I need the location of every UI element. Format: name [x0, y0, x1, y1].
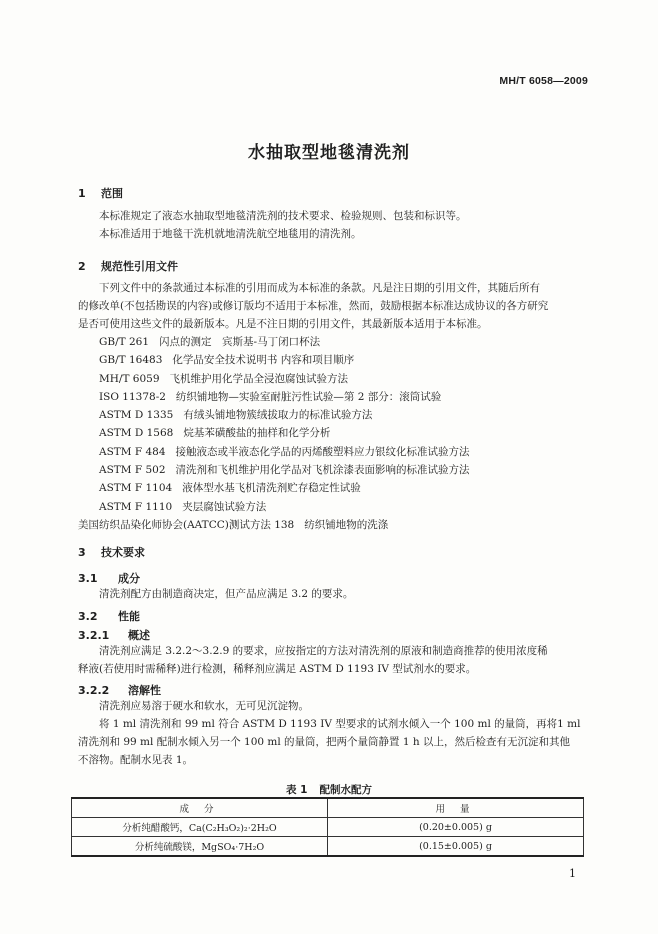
table-caption-number: 表 1	[286, 784, 308, 796]
section-3-2-2-heading	[78, 682, 161, 698]
reference-item	[99, 351, 470, 369]
section-number: 1	[78, 187, 86, 200]
reference-code: GB/T 16483	[99, 354, 163, 367]
section-1-body	[78, 207, 590, 243]
reference-title: 纺织铺地物—实验室耐脏污性试验—第 2 部分：滚筒试验	[175, 390, 442, 403]
paragraph-line: 清洗剂和 99 ml 配制水倾入另一个 100 ml 的量筒，把两个量筒静置 1 h 以上，然后检查有无沉淀和其他	[78, 736, 571, 748]
paragraph-line: 不溶物。配制水见表 1。	[78, 754, 194, 766]
paragraph-line: 下列文件中的条款通过本标准的引用而成为本标准的条款。凡是注日期的引用文件，其随后所有	[99, 282, 540, 294]
reference-item	[99, 424, 470, 442]
reference-item	[99, 370, 470, 388]
table-row	[72, 818, 584, 837]
column-header-amount: 用 量	[328, 798, 584, 818]
reference-title: 烷基苯磺酸盐的抽样和化学分析	[183, 427, 331, 440]
section-number: 2	[78, 260, 86, 273]
section-title: 规范性引用文件	[101, 260, 178, 273]
reference-title: 清洗剂和飞机维护用化学品对飞机涂漆表面影响的标准试验方法	[175, 464, 470, 477]
section-3-2-2-body	[78, 697, 590, 769]
reference-list	[78, 333, 470, 534]
reference-code: ASTM F 484	[99, 445, 166, 458]
paragraph-line: 本标准规定了液态水抽取型地毯清洗剂的技术要求、检验规则、包装和标识等。	[99, 210, 467, 222]
section-3-2-1-heading	[78, 627, 150, 643]
section-number: 3	[78, 546, 86, 559]
reference-title: 飞机维护用化学品全浸泡腐蚀试验方法	[169, 372, 349, 385]
reference-item	[99, 461, 470, 479]
reference-item	[78, 516, 470, 534]
table-cell: (0.20±0.005) g	[328, 818, 584, 837]
formulation-table	[71, 797, 584, 857]
table-header-row	[72, 798, 584, 818]
section-title: 性能	[118, 610, 140, 623]
section-title: 技术要求	[101, 546, 145, 559]
section-3-1-heading	[78, 570, 140, 586]
paragraph-line: 的修改单(不包括勘误的内容)或修订版均不适用于本标准，然而，鼓励根据本标准达成协议的各方研究	[78, 300, 549, 312]
table-row	[72, 837, 584, 857]
table-caption	[0, 782, 658, 797]
section-3-2-heading	[78, 608, 140, 624]
reference-title: 接触液态或半液态化学品的丙烯酸塑料应力银纹化标准试验方法	[175, 445, 470, 458]
section-3-1-body	[78, 585, 590, 603]
section-title: 溶解性	[128, 684, 161, 697]
section-title: 成分	[118, 572, 140, 585]
section-3-heading	[78, 544, 145, 560]
reference-title: 闪点的测定 宾斯基-马丁闭口杯法	[159, 336, 321, 348]
paragraph-line: 清洗剂应满足 3.2.2～3.2.9 的要求，应按指定的方法对清洗剂的原液和制造商推荐的使用浓度稀	[99, 645, 548, 657]
reference-code: GB/T 261	[99, 336, 150, 348]
reference-code: ASTM D 1568	[99, 427, 174, 440]
reference-item	[99, 498, 470, 516]
paragraph-line: 清洗剂配方由制造商决定，但产品应满足 3.2 的要求。	[99, 588, 354, 600]
table-cell: 分析纯硫酸镁，MgSO₄·7H₂O	[72, 837, 328, 857]
section-title: 范围	[101, 187, 123, 200]
column-header-component: 成 分	[72, 798, 328, 818]
reference-code: 美国纺织品染化师协会(AATCC)测试方法 138	[78, 518, 295, 531]
paragraph-line: 释液(若使用时需稀释)进行检测，稀释剂应满足 ASTM D 1193 IV 型试剂水的要求。	[78, 663, 477, 675]
section-3-2-1-body	[78, 642, 590, 678]
paragraph-line: 是否可使用这些文件的最新版本。凡是不注日期的引用文件，其最新版本适用于本标准。	[78, 318, 488, 330]
paragraph-line: 将 1 ml 清洗剂和 99 ml 符合 ASTM D 1193 IV 型要求的试剂水倾入一个 100 ml 的量筒，再将1 ml	[99, 718, 581, 730]
reference-title: 纺织铺地物的洗涤	[304, 518, 389, 531]
reference-code: ASTM F 1104	[99, 482, 173, 495]
reference-item	[99, 406, 470, 424]
reference-item	[99, 479, 470, 497]
reference-code: MH/T 6059	[99, 372, 160, 385]
reference-title: 化学品安全技术说明书 内容和项目顺序	[172, 354, 355, 367]
section-title: 概述	[128, 629, 150, 642]
table-caption-title: 配制水配方	[319, 784, 372, 796]
section-number: 3.2	[78, 610, 98, 623]
reference-code: ASTM D 1335	[99, 409, 174, 422]
section-2-heading	[78, 258, 178, 274]
table-cell: (0.15±0.005) g	[328, 837, 584, 857]
table-cell: 分析纯醋酸钙，Ca(C₂H₃O₂)₂·2H₂O	[72, 818, 328, 837]
reference-code: ISO 11378-2	[99, 390, 166, 403]
reference-title: 液体型水基飞机清洗剂贮存稳定性试验	[182, 482, 361, 495]
paragraph-line: 清洗剂应易溶于硬水和软水，无可见沉淀物。	[99, 700, 309, 712]
section-number: 3.2.2	[78, 684, 110, 697]
document-title: 水抽取型地毯清洗剂	[248, 143, 410, 163]
section-number: 3.2.1	[78, 629, 110, 642]
section-1-heading	[78, 185, 123, 201]
reference-item	[99, 388, 470, 406]
paragraph-line: 本标准适用于地毯干洗机就地清洗航空地毯用的清洗剂。	[99, 228, 362, 240]
reference-item	[99, 443, 470, 461]
reference-code: ASTM F 502	[99, 464, 166, 477]
reference-title: 夹层腐蚀试验方法	[182, 500, 267, 513]
reference-item	[99, 333, 470, 351]
reference-title: 有绒头铺地物簇绒拔取力的标准试验方法	[183, 409, 373, 422]
reference-code: ASTM F 1110	[99, 500, 173, 513]
section-number: 3.1	[78, 572, 98, 585]
section-2-intro	[78, 279, 590, 333]
standard-number: MH/T 6058—2009	[499, 75, 588, 87]
page-number: 1	[569, 867, 576, 880]
